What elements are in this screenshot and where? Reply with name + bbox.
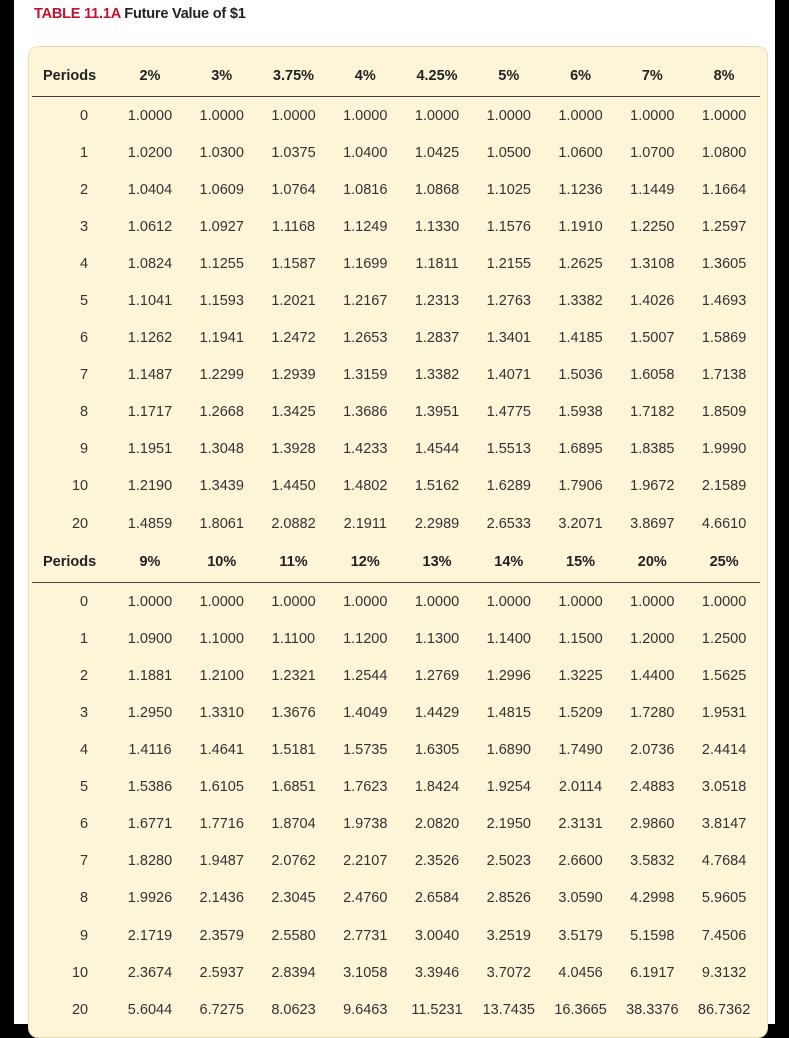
- value-cell: 1.1168: [271, 218, 316, 235]
- value-cell: 6.1917: [630, 964, 675, 981]
- period-cell: 10: [71, 964, 89, 981]
- value-cell: 1.1330: [414, 218, 460, 235]
- value-cell: 1.1717: [127, 404, 173, 421]
- value-cell: 1.6771: [127, 816, 173, 833]
- value-cell: 1.9672: [630, 478, 675, 495]
- value-cell: 2.7731: [343, 927, 388, 944]
- value-cell: 1.8280: [127, 853, 173, 870]
- value-cell: 1.2472: [271, 330, 316, 347]
- table-row: [32, 245, 760, 282]
- value-cell: 1.6058: [630, 367, 675, 384]
- value-cell: 1.5513: [486, 441, 531, 458]
- value-cell: 16.3665: [554, 1001, 607, 1018]
- value-cell: 1.7182: [630, 404, 675, 421]
- value-cell: 3.8147: [701, 816, 747, 833]
- value-cell: 2.1950: [486, 816, 531, 833]
- rate-header: 10%: [207, 554, 237, 571]
- value-cell: 1.0612: [127, 218, 173, 235]
- value-cell: 2.4414: [701, 742, 747, 759]
- table-row: [32, 843, 760, 880]
- value-cell: 1.0500: [486, 144, 531, 161]
- value-cell: 1.9926: [127, 890, 173, 907]
- value-cell: 3.0590: [558, 890, 603, 907]
- value-cell: 1.7138: [701, 367, 747, 384]
- value-cell: 4.2998: [630, 890, 675, 907]
- value-cell: 1.1236: [558, 181, 603, 198]
- value-cell: 1.0425: [414, 144, 460, 161]
- value-cell: 1.1500: [558, 630, 603, 647]
- table-row: [32, 505, 760, 542]
- value-cell: 1.0824: [127, 255, 173, 272]
- value-cell: 1.1249: [343, 218, 388, 235]
- value-cell: 1.0609: [199, 181, 244, 198]
- value-cell: 1.3401: [486, 330, 531, 347]
- value-cell: 1.7623: [343, 779, 388, 796]
- value-cell: 1.3605: [701, 255, 747, 272]
- value-cell: 1.4049: [343, 704, 388, 721]
- value-cell: 1.5209: [558, 704, 603, 721]
- value-cell: 1.9254: [486, 779, 531, 796]
- value-cell: 1.1941: [199, 330, 244, 347]
- period-cell: 5: [80, 293, 89, 310]
- value-cell: 1.0000: [127, 593, 173, 610]
- value-cell: 1.3439: [199, 478, 244, 495]
- value-cell: 1.2100: [199, 667, 244, 684]
- period-cell: 10: [71, 478, 89, 495]
- value-cell: 3.2519: [486, 927, 531, 944]
- table-row: [32, 806, 760, 843]
- value-cell: 1.7490: [558, 742, 603, 759]
- value-cell: 1.2250: [630, 218, 675, 235]
- value-cell: 2.6584: [414, 890, 460, 907]
- value-cell: 1.2837: [414, 330, 460, 347]
- value-cell: 5.1598: [630, 927, 675, 944]
- value-cell: 1.0400: [343, 144, 388, 161]
- value-cell: 2.6533: [486, 515, 531, 532]
- value-cell: 1.2668: [199, 404, 244, 421]
- value-cell: 1.0000: [486, 107, 531, 124]
- value-cell: 1.2299: [199, 367, 244, 384]
- value-cell: 1.1593: [199, 293, 244, 310]
- value-cell: 1.1025: [486, 181, 531, 198]
- value-cell: 1.1951: [127, 441, 173, 458]
- value-cell: 1.4802: [343, 478, 388, 495]
- value-cell: 1.3159: [343, 367, 388, 384]
- table-row: [32, 282, 760, 319]
- value-cell: 5.6044: [127, 1001, 173, 1018]
- value-cell: 1.8061: [199, 515, 244, 532]
- period-cell: 20: [71, 1001, 89, 1018]
- value-cell: 1.2939: [271, 367, 316, 384]
- table-row: [32, 357, 760, 394]
- table-row: [32, 431, 760, 468]
- value-cell: 3.1058: [343, 964, 388, 981]
- value-cell: 3.7072: [486, 964, 531, 981]
- value-cell: 1.9531: [701, 704, 747, 721]
- value-cell: 1.6895: [558, 441, 603, 458]
- value-cell: 1.2950: [127, 704, 173, 721]
- value-cell: 1.5036: [558, 367, 603, 384]
- value-cell: 4.0456: [558, 964, 603, 981]
- period-cell: 3: [80, 218, 89, 235]
- value-cell: 3.5832: [630, 853, 675, 870]
- value-cell: 1.0000: [630, 107, 675, 124]
- value-cell: 1.1576: [486, 218, 531, 235]
- value-cell: 1.4185: [558, 330, 603, 347]
- value-cell: 2.5937: [199, 964, 244, 981]
- value-cell: 1.5625: [701, 667, 747, 684]
- value-cell: 1.4450: [271, 478, 316, 495]
- value-cell: 1.9738: [343, 816, 388, 833]
- value-cell: 8.0623: [271, 1001, 316, 1018]
- value-cell: 1.4400: [630, 667, 675, 684]
- value-cell: 1.5162: [414, 478, 460, 495]
- header-row: [32, 542, 760, 583]
- table-row: [32, 732, 760, 769]
- table-row: [32, 97, 760, 134]
- table-row: [32, 394, 760, 431]
- value-cell: 1.4116: [128, 742, 172, 759]
- value-cell: 1.0000: [558, 593, 603, 610]
- value-cell: 1.4026: [630, 293, 675, 310]
- value-cell: 1.3108: [630, 255, 675, 272]
- value-cell: 1.7906: [558, 478, 603, 495]
- rate-header: 2%: [139, 68, 161, 84]
- value-cell: 1.4641: [199, 742, 244, 759]
- value-cell: 13.7435: [482, 1001, 535, 1018]
- value-cell: 1.2190: [127, 478, 173, 495]
- value-cell: 2.3131: [558, 816, 603, 833]
- period-cell: 3: [80, 704, 89, 721]
- table-row: [32, 620, 760, 657]
- value-cell: 1.6851: [271, 779, 316, 796]
- value-cell: 1.3928: [271, 441, 316, 458]
- value-cell: 5.9605: [701, 890, 747, 907]
- rate-header: 25%: [709, 554, 739, 571]
- value-cell: 2.1911: [343, 515, 387, 532]
- rate-header: 11%: [279, 554, 308, 571]
- period-cell: 6: [80, 816, 89, 833]
- value-cell: 2.3526: [414, 853, 460, 870]
- value-cell: 1.3382: [414, 367, 460, 384]
- value-cell: 1.0200: [127, 144, 173, 161]
- value-cell: 1.3425: [271, 404, 316, 421]
- period-cell: 2: [80, 181, 89, 198]
- value-cell: 1.0927: [199, 218, 244, 235]
- value-cell: 2.6600: [558, 853, 603, 870]
- periods-header: Periods: [43, 68, 97, 84]
- value-cell: 1.0000: [486, 593, 531, 610]
- rate-header: 5%: [498, 68, 520, 84]
- value-cell: 4.6610: [701, 515, 747, 532]
- table-row: [32, 991, 760, 1028]
- value-cell: 1.6890: [486, 742, 531, 759]
- rate-header: 9%: [139, 554, 161, 571]
- value-cell: 1.4233: [343, 441, 388, 458]
- value-cell: 1.3310: [199, 704, 244, 721]
- value-cell: 2.4883: [630, 779, 675, 796]
- value-cell: 1.2500: [701, 630, 747, 647]
- value-cell: 1.1400: [486, 630, 531, 647]
- value-cell: 1.0000: [199, 107, 244, 124]
- period-cell: 2: [80, 667, 89, 684]
- table-row: [32, 917, 760, 954]
- period-cell: 4: [80, 255, 89, 272]
- period-cell: 0: [80, 107, 89, 124]
- value-cell: 1.8509: [701, 404, 747, 421]
- value-cell: 1.0000: [414, 593, 460, 610]
- period-cell: 1: [80, 630, 89, 647]
- value-cell: 1.1449: [630, 181, 675, 198]
- rate-header: 20%: [637, 554, 667, 571]
- period-cell: 4: [80, 742, 89, 759]
- value-cell: 1.2597: [701, 218, 747, 235]
- value-cell: 3.0518: [701, 779, 747, 796]
- value-cell: 2.4760: [343, 890, 388, 907]
- value-cell: 1.2167: [343, 293, 388, 310]
- value-cell: 1.0000: [414, 107, 460, 124]
- value-cell: 2.0736: [630, 742, 675, 759]
- value-cell: 2.0820: [414, 816, 460, 833]
- value-cell: 1.2763: [486, 293, 531, 310]
- value-cell: 1.2000: [630, 630, 675, 647]
- value-cell: 1.9487: [199, 853, 244, 870]
- value-cell: 1.4859: [127, 515, 173, 532]
- table-row: [32, 583, 760, 620]
- value-cell: 1.6305: [414, 742, 460, 759]
- value-cell: 2.0882: [271, 515, 316, 532]
- value-cell: 1.0000: [343, 107, 388, 124]
- period-cell: 5: [80, 779, 89, 796]
- value-cell: 1.4775: [486, 404, 531, 421]
- rate-header: 6%: [570, 68, 592, 84]
- period-cell: 9: [80, 927, 89, 944]
- future-value-table: [32, 56, 760, 1028]
- value-cell: 1.4815: [486, 704, 531, 721]
- period-cell: 1: [80, 144, 89, 161]
- table-number: TABLE 11.1A: [34, 6, 121, 22]
- value-cell: 1.0000: [271, 107, 316, 124]
- value-cell: 1.9990: [701, 441, 747, 458]
- value-cell: 2.2107: [343, 853, 388, 870]
- section2-body: [32, 583, 760, 1029]
- value-cell: 1.3225: [558, 667, 603, 684]
- value-cell: 1.1664: [701, 181, 747, 198]
- value-cell: 1.3951: [414, 404, 460, 421]
- rate-header: 8%: [713, 68, 735, 84]
- value-cell: 1.1587: [271, 255, 316, 272]
- value-cell: 1.2996: [486, 667, 531, 684]
- value-cell: 2.9860: [630, 816, 675, 833]
- value-cell: 1.4693: [701, 293, 747, 310]
- period-cell: 9: [80, 441, 89, 458]
- value-cell: 3.0040: [414, 927, 460, 944]
- value-cell: 1.1881: [127, 667, 173, 684]
- value-cell: 1.1262: [127, 330, 173, 347]
- value-cell: 1.1041: [127, 293, 173, 310]
- rate-header: 13%: [422, 554, 452, 571]
- value-cell: 1.1255: [199, 255, 244, 272]
- value-cell: 1.0600: [558, 144, 603, 161]
- value-cell: 2.2989: [414, 515, 460, 532]
- period-cell: 0: [80, 593, 89, 610]
- value-cell: 1.0900: [127, 630, 173, 647]
- table-row: [32, 171, 760, 208]
- value-cell: 1.8704: [271, 816, 316, 833]
- value-cell: 1.2313: [414, 293, 460, 310]
- value-cell: 1.1487: [127, 367, 173, 384]
- table-row: [32, 694, 760, 731]
- header-row: [32, 56, 760, 97]
- section2-header: [32, 542, 760, 583]
- value-cell: 6.7275: [199, 1001, 244, 1018]
- value-cell: 1.0000: [701, 593, 747, 610]
- value-cell: 1.0800: [701, 144, 747, 161]
- value-cell: 2.3579: [199, 927, 244, 944]
- value-cell: 11.5231: [411, 1001, 463, 1018]
- period-cell: 20: [71, 515, 89, 532]
- value-cell: 38.3376: [626, 1001, 679, 1018]
- value-cell: 1.1910: [558, 218, 603, 235]
- value-cell: 1.0868: [414, 181, 460, 198]
- value-cell: 1.0000: [127, 107, 173, 124]
- periods-header: Periods: [43, 554, 97, 571]
- value-cell: 1.5735: [343, 742, 388, 759]
- value-cell: 3.5179: [558, 927, 603, 944]
- value-cell: 2.0762: [271, 853, 316, 870]
- value-cell: 1.7280: [630, 704, 675, 721]
- rate-header: 4.25%: [416, 68, 458, 84]
- value-cell: 1.0000: [558, 107, 603, 124]
- value-cell: 7.4506: [701, 927, 747, 944]
- value-cell: 1.2625: [558, 255, 603, 272]
- value-cell: 1.5938: [558, 404, 603, 421]
- value-cell: 1.2321: [271, 667, 316, 684]
- value-cell: 1.3686: [343, 404, 388, 421]
- rate-header: 12%: [350, 554, 380, 571]
- value-cell: 1.1699: [343, 255, 388, 272]
- value-cell: 9.3132: [701, 964, 747, 981]
- period-cell: 7: [80, 853, 89, 870]
- value-cell: 9.6463: [343, 1001, 388, 1018]
- value-cell: 1.3382: [558, 293, 603, 310]
- value-cell: 1.5869: [701, 330, 747, 347]
- value-cell: 1.3676: [271, 704, 316, 721]
- value-cell: 1.0000: [199, 593, 244, 610]
- value-cell: 1.2544: [343, 667, 388, 684]
- section1-body: [32, 97, 760, 543]
- value-cell: 1.0000: [343, 593, 388, 610]
- table-row: [32, 208, 760, 245]
- value-cell: 2.3045: [271, 890, 316, 907]
- value-cell: 1.2653: [343, 330, 388, 347]
- value-cell: 3.2071: [558, 515, 603, 532]
- value-cell: 1.0404: [127, 181, 173, 198]
- page: [14, 0, 775, 1024]
- table-row: [32, 769, 760, 806]
- value-cell: 1.4544: [414, 441, 460, 458]
- table-row: [32, 320, 760, 357]
- table-row: [32, 880, 760, 917]
- value-cell: 1.8385: [630, 441, 675, 458]
- rate-header: 15%: [566, 554, 596, 571]
- value-cell: 1.0816: [343, 181, 388, 198]
- value-cell: 1.8424: [414, 779, 460, 796]
- value-cell: 2.3674: [127, 964, 173, 981]
- value-cell: 3.3946: [414, 964, 460, 981]
- value-cell: 1.0700: [630, 144, 675, 161]
- period-cell: 8: [80, 890, 89, 907]
- rate-header: 7%: [641, 68, 663, 84]
- value-cell: 2.8526: [486, 890, 531, 907]
- value-cell: 4.7684: [701, 853, 747, 870]
- value-cell: 1.0000: [630, 593, 675, 610]
- table-title-text: Future Value of $1: [124, 6, 246, 22]
- value-cell: 86.7362: [697, 1001, 751, 1018]
- value-cell: 1.0000: [271, 593, 316, 610]
- value-cell: 1.0764: [271, 181, 316, 198]
- value-cell: 1.1811: [415, 255, 459, 272]
- rate-header: 3%: [211, 68, 233, 84]
- value-cell: 1.5386: [127, 779, 173, 796]
- value-cell: 1.5181: [271, 742, 316, 759]
- table-row: [32, 134, 760, 171]
- value-cell: 1.0000: [701, 107, 747, 124]
- value-cell: 2.0114: [558, 779, 603, 796]
- value-cell: 1.7716: [199, 816, 244, 833]
- period-cell: 6: [80, 330, 89, 347]
- value-cell: 1.2021: [271, 293, 316, 310]
- value-cell: 1.4071: [486, 367, 531, 384]
- value-cell: 2.8394: [271, 964, 316, 981]
- value-cell: 2.1436: [199, 890, 244, 907]
- value-cell: 1.0300: [199, 144, 244, 161]
- rate-header: 3.75%: [272, 68, 315, 84]
- value-cell: 1.4429: [414, 704, 460, 721]
- value-cell: 1.1100: [271, 630, 316, 647]
- value-cell: 1.1200: [343, 630, 388, 647]
- rate-header: 14%: [494, 554, 524, 571]
- value-cell: 1.3048: [199, 441, 244, 458]
- value-cell: 2.1719: [127, 927, 173, 944]
- value-cell: 2.5580: [271, 927, 316, 944]
- table-row: [32, 657, 760, 694]
- value-cell: 2.1589: [701, 478, 747, 495]
- period-cell: 8: [80, 404, 89, 421]
- value-cell: 1.6105: [199, 779, 244, 796]
- rate-header: 4%: [354, 68, 376, 84]
- value-cell: 1.0375: [271, 144, 316, 161]
- value-cell: 1.1000: [199, 630, 244, 647]
- value-cell: 1.2155: [486, 255, 531, 272]
- value-cell: 1.2769: [414, 667, 460, 684]
- table-row: [32, 954, 760, 991]
- value-cell: 1.1300: [414, 630, 460, 647]
- period-cell: 7: [80, 367, 89, 384]
- value-cell: 2.5023: [486, 853, 531, 870]
- table-row: [32, 468, 760, 505]
- table-title: [34, 6, 246, 22]
- value-cell: 1.6289: [486, 478, 531, 495]
- value-cell: 1.5007: [630, 330, 675, 347]
- value-cell: 3.8697: [630, 515, 675, 532]
